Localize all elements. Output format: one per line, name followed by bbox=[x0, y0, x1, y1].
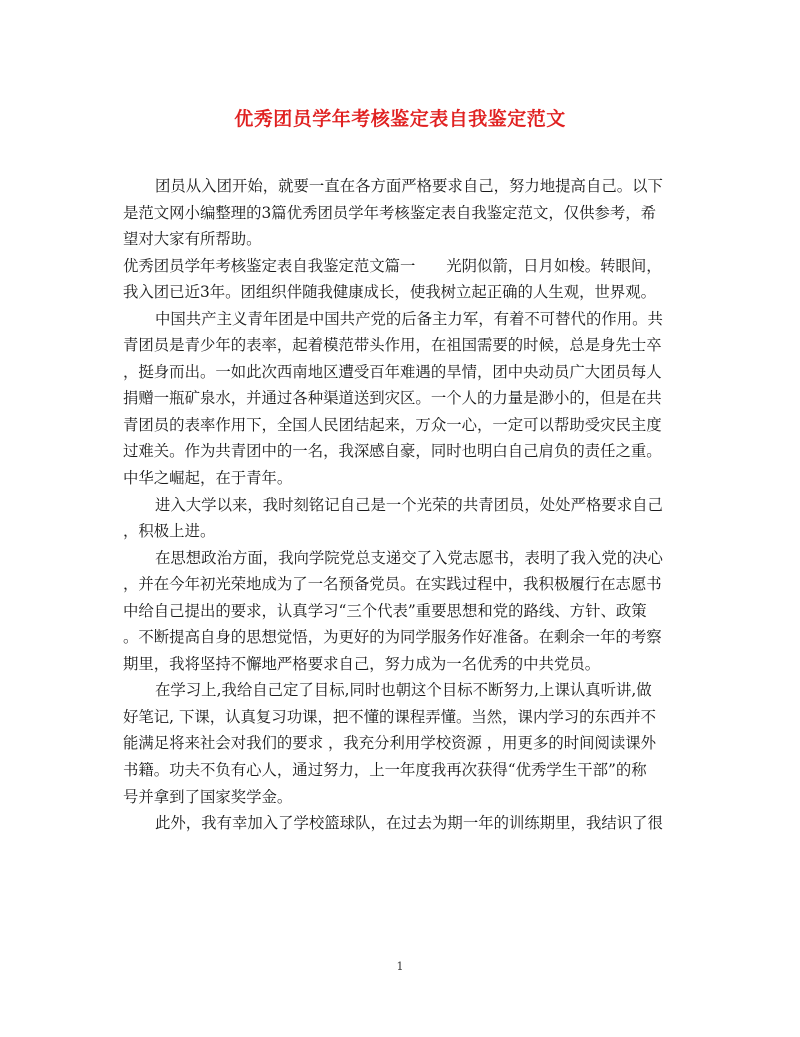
text-line: 能满足将来社会对我们的要求 ，我充分利用学校资源 ，用更多的时间阅读课外 bbox=[123, 734, 657, 753]
text-line: 中华之崛起，在于青年。 bbox=[123, 469, 293, 488]
text-line: 期里，我将坚持不懈地严格要求自己，努力成为一名优秀的中共党员。 bbox=[123, 654, 601, 673]
text-line: 望对大家有所帮助。 bbox=[123, 230, 262, 249]
text-line: 好笔记, 下课，认真复习功课，把不懂的课程弄懂。当然，课内学习的东西并不 bbox=[123, 707, 657, 726]
text-line: 号并拿到了国家奖学金。 bbox=[123, 787, 293, 806]
text-line: 进入大学以来，我时刻铭记自己是一个光荣的共青团员，处处严格要求自己 bbox=[155, 495, 663, 514]
text-line: 是范文网小编整理的3篇优秀团员学年考核鉴定表自我鉴定范文，仅供参考，希 bbox=[123, 203, 657, 222]
text-line: ，并在今年初光荣地成为了一名预备党员。在实践过程中，我积极履行在志愿书 bbox=[123, 575, 662, 594]
text-line: ，挺身而出。一如此次西南地区遭受百年难遇的旱情，团中央动员广大团员每人 bbox=[123, 362, 662, 381]
text-line: 青团员是青少年的表率，起着模范带头作用，在祖国需要的时候，总是身先士卒 bbox=[123, 336, 662, 355]
text-line: 团员从入团开始，就要一直在各方面严格要求自己，努力地提高自己。以下 bbox=[155, 177, 663, 195]
text-line: 青团员的表率作用下，全国人民团结起来，万众一心，一定可以帮助受灾民主度 bbox=[123, 415, 662, 434]
document-body bbox=[123, 173, 683, 837]
text-line: 我入团已近3年。团组织伴随我健康成长，使我树立起正确的人生观，世界观。 bbox=[123, 283, 657, 302]
text-line: 中给自己提出的要求，认真学习“三个代表”重要思想和党的路线、方针、政策 bbox=[123, 601, 647, 620]
text-line: 中国共产主义青年团是中国共产党的后备主力军，有着不可替代的作用。共 bbox=[155, 309, 663, 328]
text-line: 过难关。作为共青团中的一名，我深感自豪，同时也明白自己肩负的责任之重。 bbox=[123, 442, 662, 461]
text-line: 此外，我有幸加入了学校篮球队，在过去为期一年的训练期里，我结识了很 bbox=[155, 814, 663, 833]
text-line: 优秀团员学年考核鉴定表自我鉴定范文篇一 光阴似箭，日月如梭。转眼间， bbox=[123, 256, 662, 275]
text-line: 书籍。功夫不负有心人，通过努力，上一年度我再次获得“优秀学生干部”的称 bbox=[123, 761, 647, 780]
text-line: 捐赠一瓶矿泉水，并通过各种渠道送到灾区。一个人的力量是渺小的，但是在共 bbox=[123, 389, 662, 408]
text-line: 在思想政治方面，我向学院党总支递交了入党志愿书，表明了我入党的决心 bbox=[155, 548, 663, 567]
text-line: 在学习上,我给自己定了目标,同时也朝这个目标不断努力,上课认真听讲,做 bbox=[155, 681, 652, 700]
text-line: 。不断提高自身的思想觉悟，为更好的为同学服务作好准备。在剩余一年的考察 bbox=[123, 628, 662, 647]
page-number: 1 bbox=[396, 960, 404, 973]
page-title: 优秀团员学年考核鉴定表自我鉴定范文 bbox=[234, 108, 566, 130]
text-line: ，积极上进。 bbox=[123, 522, 216, 541]
